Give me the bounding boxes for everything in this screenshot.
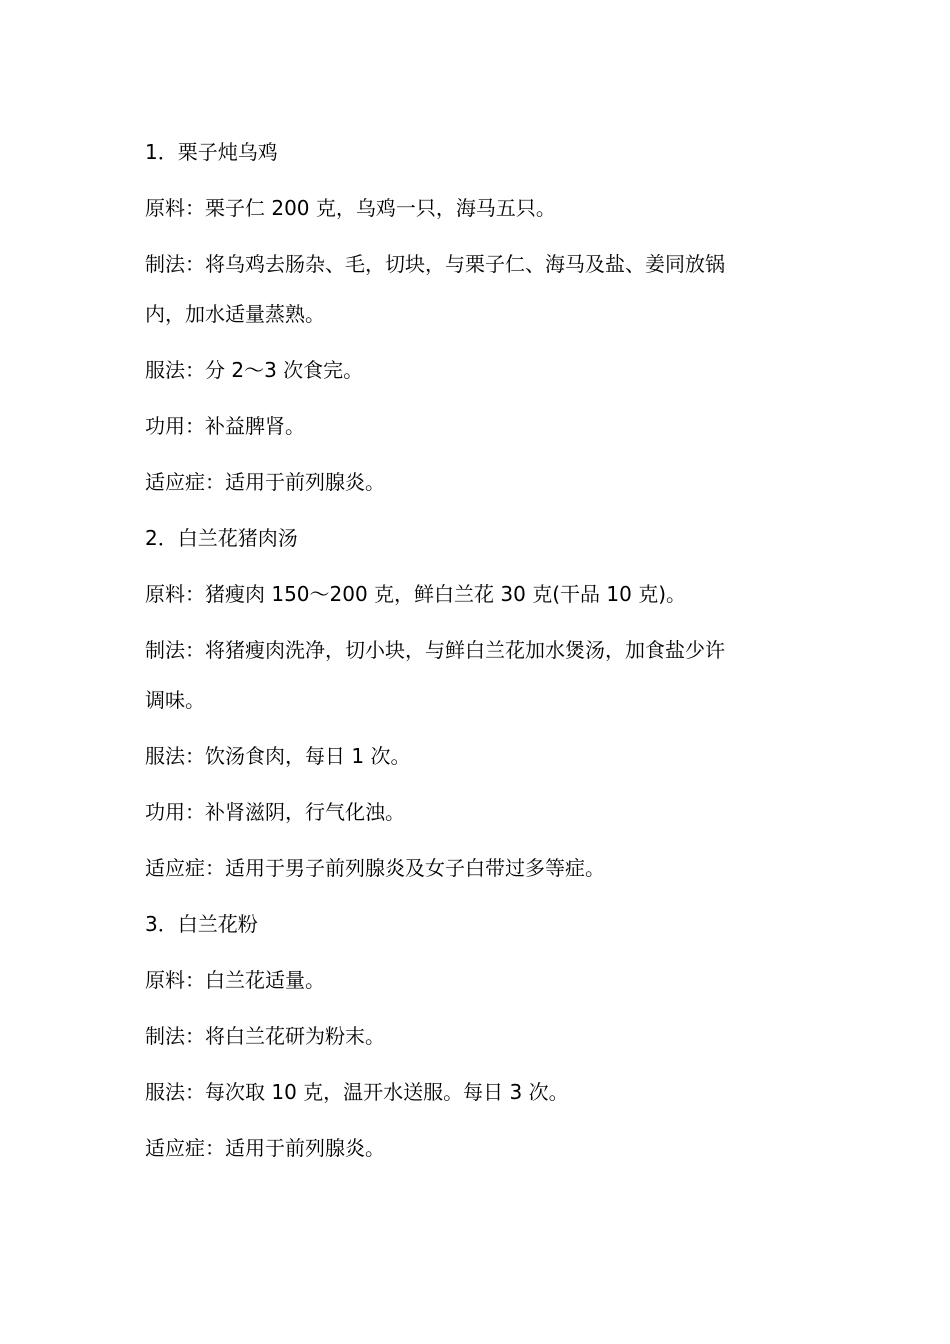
recipe-1-indication: 适应症：适用于前列腺炎。 <box>145 470 385 494</box>
recipe-1-method-line-1: 制法：将乌鸡去肠杂、毛，切块，与栗子仁、海马及盐、姜同放锅 <box>145 252 725 276</box>
recipe-2-indication: 适应症：适用于男子前列腺炎及女子白带过多等症。 <box>145 856 605 880</box>
recipe-1-title: 1．栗子炖乌鸡 <box>145 140 278 164</box>
document-body <box>145 132 825 1162</box>
recipe-2-method-line-1: 制法：将猪瘦肉洗净，切小块，与鲜白兰花加水煲汤，加食盐少许 <box>145 638 725 662</box>
recipe-3-method: 制法：将白兰花研为粉末。 <box>145 1024 385 1048</box>
recipe-1-method-line-2: 内，加水适量蒸熟。 <box>145 302 325 326</box>
recipe-3-title: 3．白兰花粉 <box>145 912 258 936</box>
recipe-2-usage: 服法：饮汤食肉，每日 1 次。 <box>145 744 411 768</box>
recipe-3-indication: 适应症：适用于前列腺炎。 <box>145 1136 385 1160</box>
recipe-1-ingredients: 原料：栗子仁 200 克，乌鸡一只，海马五只。 <box>145 196 556 220</box>
recipe-2-method-line-2: 调味。 <box>145 688 205 712</box>
recipe-2-title: 2．白兰花猪肉汤 <box>145 526 298 550</box>
recipe-1-effect: 功用：补益脾肾。 <box>145 414 305 438</box>
recipe-3-usage: 服法：每次取 10 克，温开水送服。每日 3 次。 <box>145 1080 569 1104</box>
recipe-1-usage: 服法：分 2～3 次食完。 <box>145 358 364 382</box>
recipe-2-effect: 功用：补肾滋阴，行气化浊。 <box>145 800 405 824</box>
recipe-3-ingredients: 原料：白兰花适量。 <box>145 968 325 992</box>
recipe-2-ingredients: 原料：猪瘦肉 150～200 克，鲜白兰花 30 克(干品 10 克)。 <box>145 582 686 606</box>
